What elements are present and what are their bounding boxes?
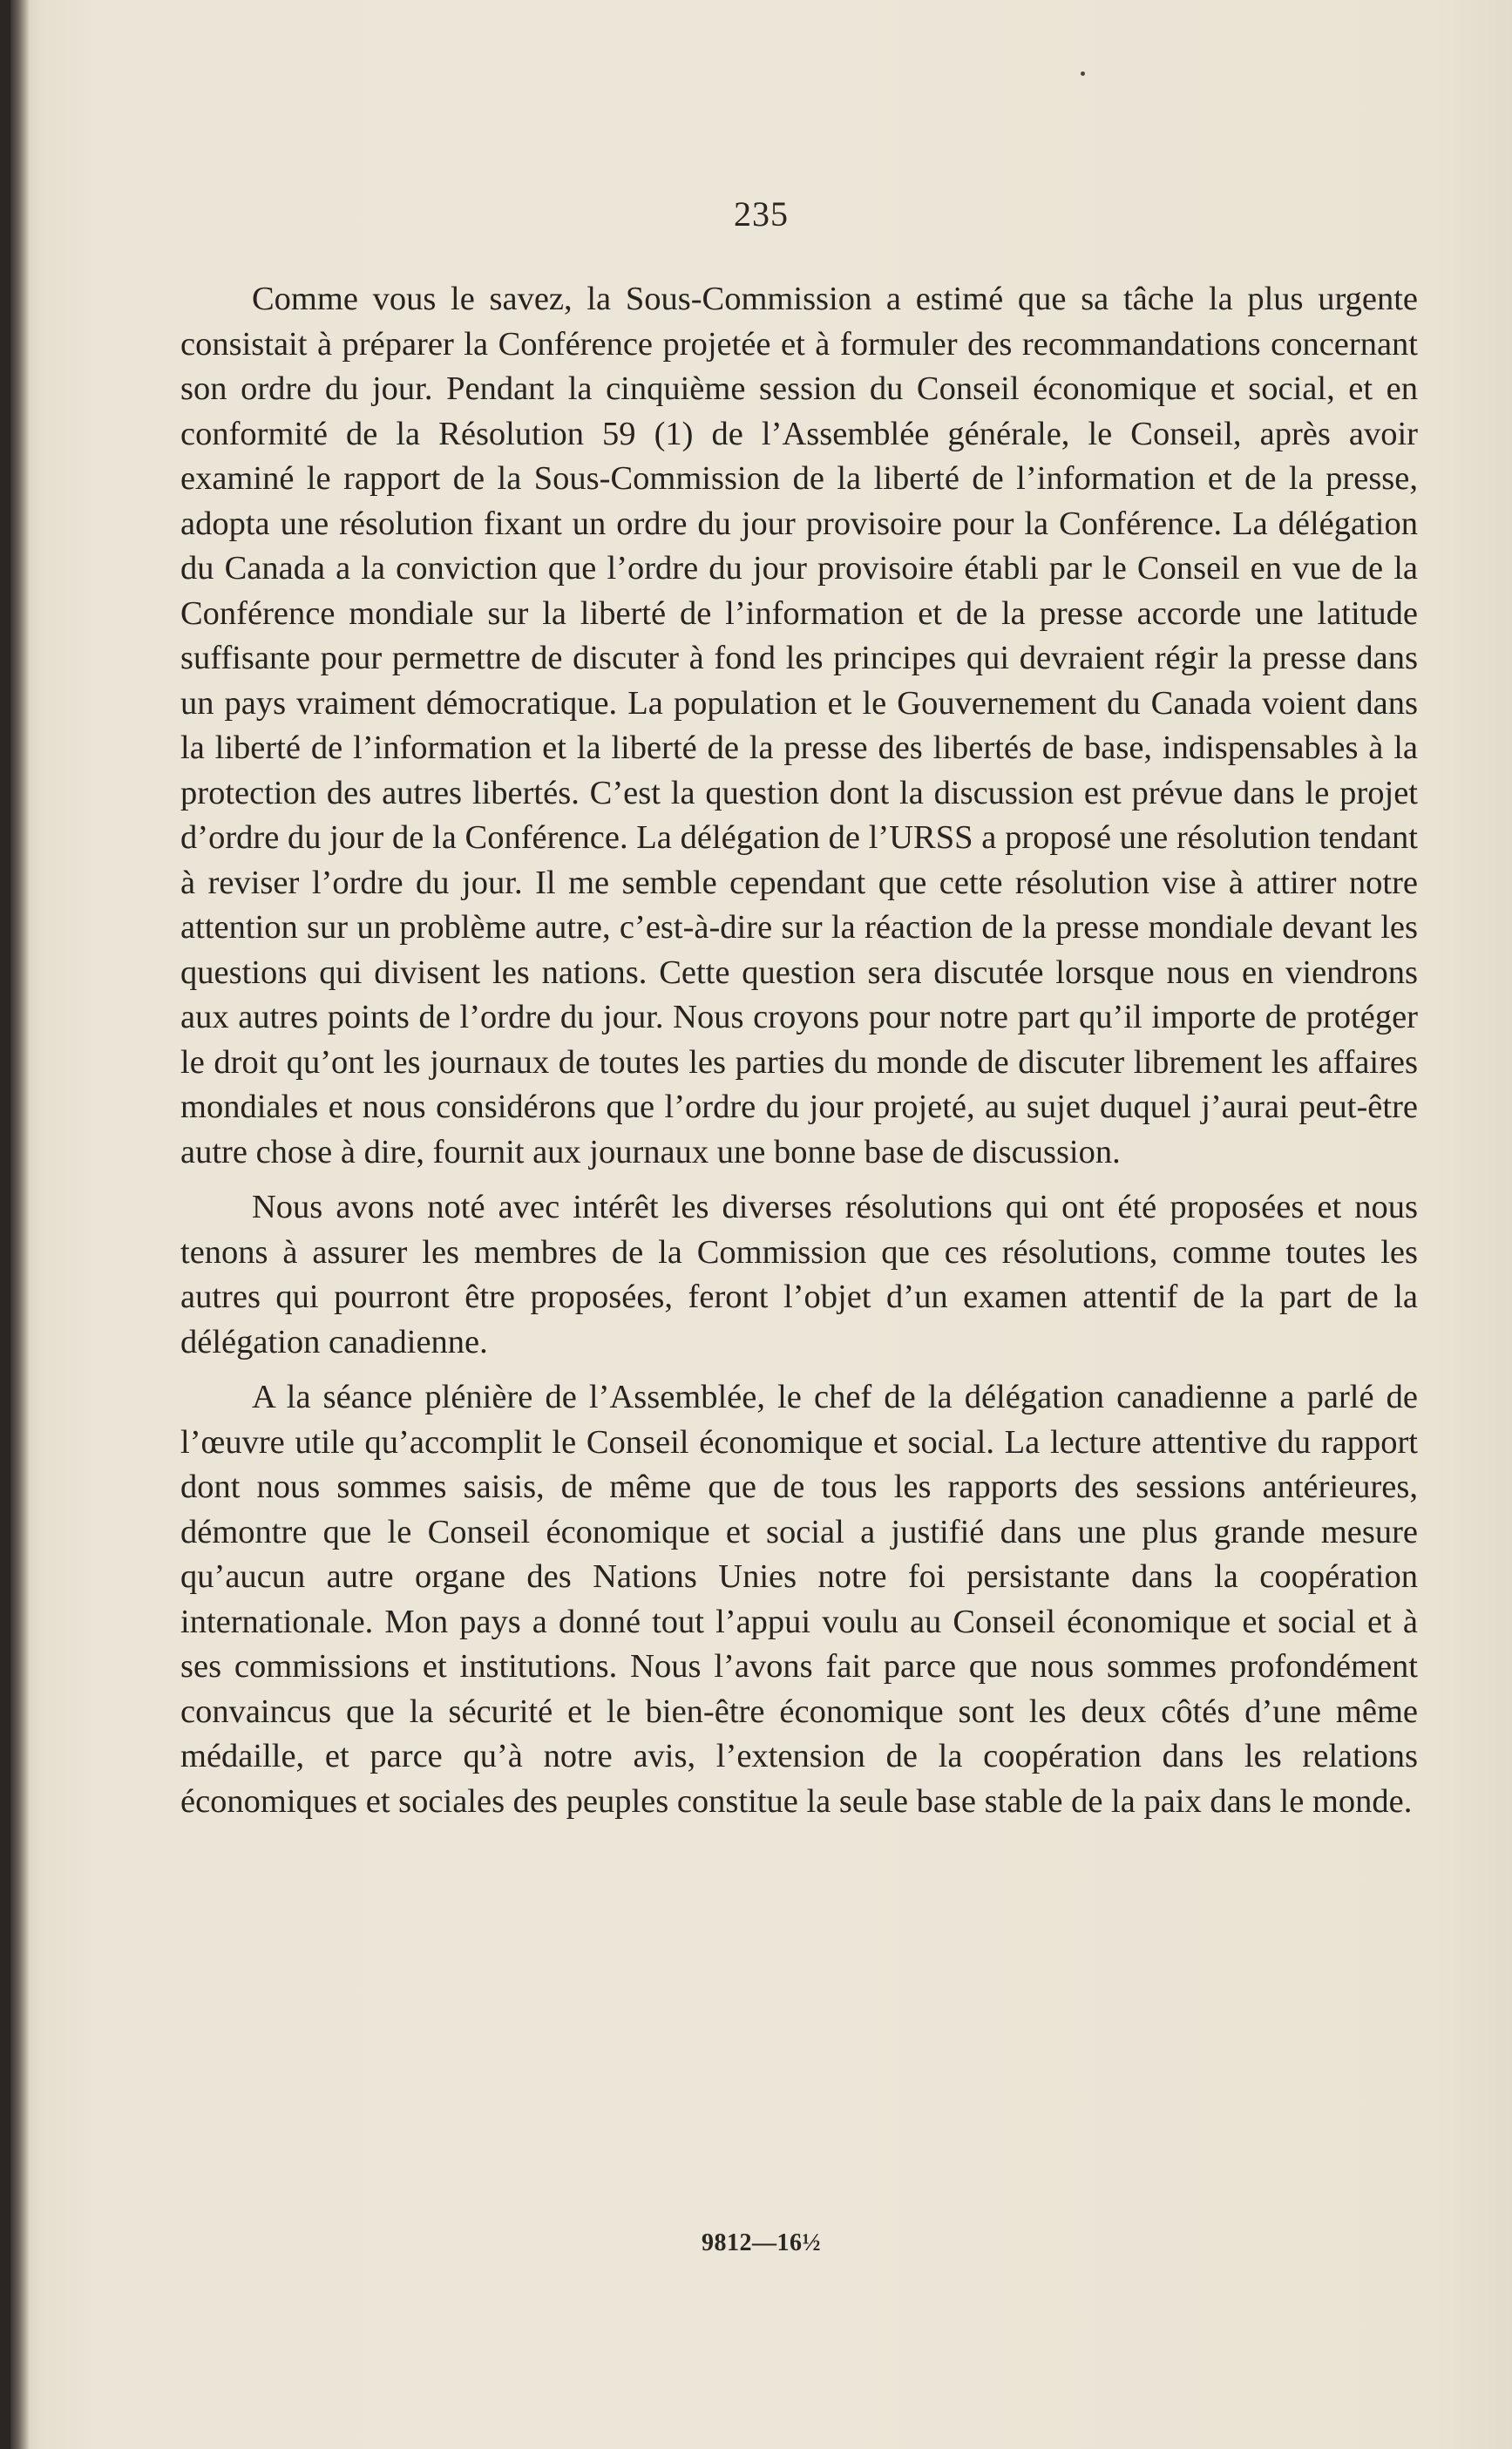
paragraph-2: Nous avons noté avec intérêt les diverses résolutions qui ont été proposées et nous tenons à assurer les membres de la Commission que ces résolutions, comme toutes les autres qui pourront être proposées, feront l’objet d’un examen attentif de la part de la délégation canadienne. xyxy=(180,1189,1418,1360)
document-page xyxy=(10,0,1512,2449)
printer-signature: 9812—16½ xyxy=(702,2229,821,2256)
book-spine-shadow xyxy=(10,0,30,2449)
speck-mark xyxy=(1081,71,1085,76)
paragraph-3: A la séance plénière de l’Assemblée, le chef de la délégation canadienne a parlé de l’œuvre utile qu’accomplit le Conseil économique et social. La lecture attentive du rapport dont nous sommes saisis, de même que de tous les rapports des sessions antérieures, démontre que le Conseil économique et social a justifié dans une plus grande mesure qu’aucun autre organe des Nations Unies notre foi persistante dans la coopération internationale. Mon pays a donné tout l’appui voulu au Conseil économique et social et à ses commissions et institutions. Nous l’avons fait parce que nous sommes profondément convaincus que la sécurité et le bien-être économique sont les deux côtés d’une même médaille, et parce qu’à notre avis, l’extension de la coopération dans les relations économiques et sociales des peuples constitue la seule base stable de la paix dans le monde. xyxy=(180,1379,1418,1820)
page-number: 235 xyxy=(734,194,789,234)
paragraph-1: Comme vous le savez, la Sous-Commission a estimé que sa tâche la plus urgente consistait à préparer la Conférence projetée et à formuler des recommandations concernant son ordre du jour. Pendant la cinquième session du Conseil économique et social, et en conformité de la Résolution 59 (1) de l’Assemblée générale, le Conseil, après avoir examiné le rapport de la Sous-Commission de la liberté de l’information et de la presse, adopta une résolution fixant un ordre du jour provisoire pour la Conférence. La délégation du Canada a la conviction que l’ordre du jour provisoire établi par le Conseil en vue de la Conférence mondiale sur la liberté de l’information et de la presse accorde une latitude suffisante pour permettre de discuter à fond les principes qui devraient régir la presse dans un pays vraiment démocratique. La population et le Gouvernement du Canada voient dans la liberté de l’information et la liberté de la presse des libertés de base, indispensables à la protection des autres libertés. C’est la question dont la discussion est prévue dans le projet d’ordre du jour de la Conférence. La délégation de l’URSS a proposé une résolution tendant à reviser l’ordre du jour. Il me semble cependant que cette résolution vise à attirer notre attention sur un problème autre, c’est-à-dire sur la réaction de la presse mondiale devant les questions qui divisent les nations. Cette question sera discutée lorsque nous en viendrons aux autres points de l’ordre du jour. Nous croyons pour notre part qu’il importe de protéger le droit qu’ont les journaux de toutes les parties du monde de discuter librement les affaires mondiales et nous considérons que l’ordre du jour projeté, au sujet duquel j’aurai peut-être autre chose à dire, fournit aux journaux une bonne base de discussion. xyxy=(180,281,1418,1170)
body-text xyxy=(180,277,1418,1835)
